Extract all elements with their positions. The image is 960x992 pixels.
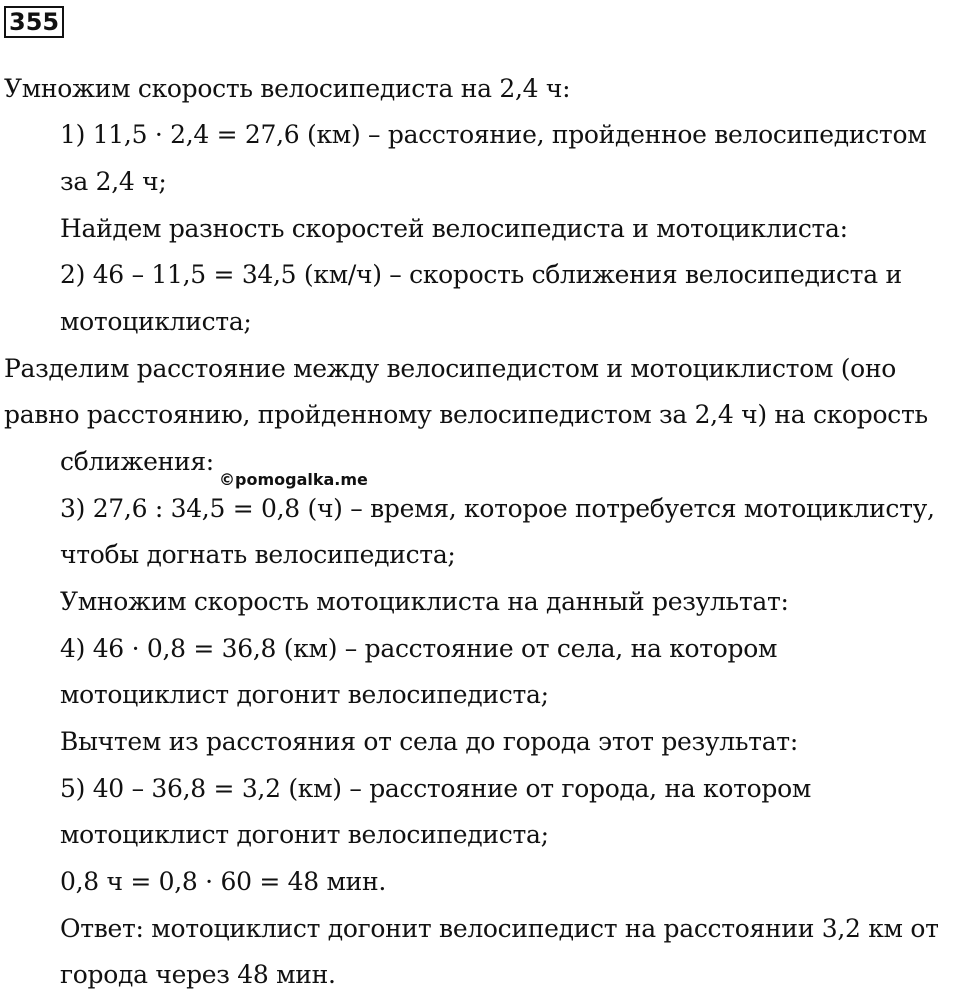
text-line: Разделим расстояние между велосипедистом и мотоциклистом (оно: [4, 354, 897, 383]
text-line: 0,8 ч = 0,8 · 60 = 48 мин.: [60, 867, 387, 896]
text-line: Умножим скорость велосипедиста на 2,4 ч:: [4, 74, 571, 103]
text-line: Умножим скорость мотоциклиста на данный результат:: [60, 587, 789, 616]
text-line: сближения:: [60, 447, 214, 476]
text-line: чтобы догнать велосипедиста;: [60, 540, 456, 569]
text-line: 3) 27,6 : 34,5 = 0,8 (ч) – время, которое потребуется мотоциклисту,: [60, 494, 935, 523]
text-line: города через 48 мин.: [60, 960, 336, 989]
text-line: за 2,4 ч;: [60, 167, 167, 196]
text-line: мотоциклист догонит велосипедиста;: [60, 820, 549, 849]
text-line: 5) 40 – 36,8 = 3,2 (км) – расстояние от города, на котором: [60, 774, 812, 803]
text-line: Ответ: мотоциклист догонит велосипедист на расстоянии 3,2 км от: [60, 914, 939, 943]
text-line: 2) 46 – 11,5 = 34,5 (км/ч) – скорость сближения велосипедиста и: [60, 260, 902, 289]
text-line: равно расстоянию, пройденному велосипедистом за 2,4 ч) на скорость: [4, 400, 928, 429]
text-line: 4) 46 · 0,8 = 36,8 (км) – расстояние от села, на котором: [60, 634, 778, 663]
text-line: мотоциклиста;: [60, 307, 252, 336]
text-line: Найдем разность скоростей велосипедиста и мотоциклиста:: [60, 214, 848, 243]
problem-number: 355: [4, 6, 64, 38]
text-line: Вычтем из расстояния от села до города этот результат:: [60, 727, 798, 756]
text-line: 1) 11,5 · 2,4 = 27,6 (км) – расстояние, пройденное велосипедистом: [60, 120, 927, 149]
watermark: ©pomogalka.me: [219, 470, 368, 489]
text-line: мотоциклист догонит велосипедиста;: [60, 680, 549, 709]
